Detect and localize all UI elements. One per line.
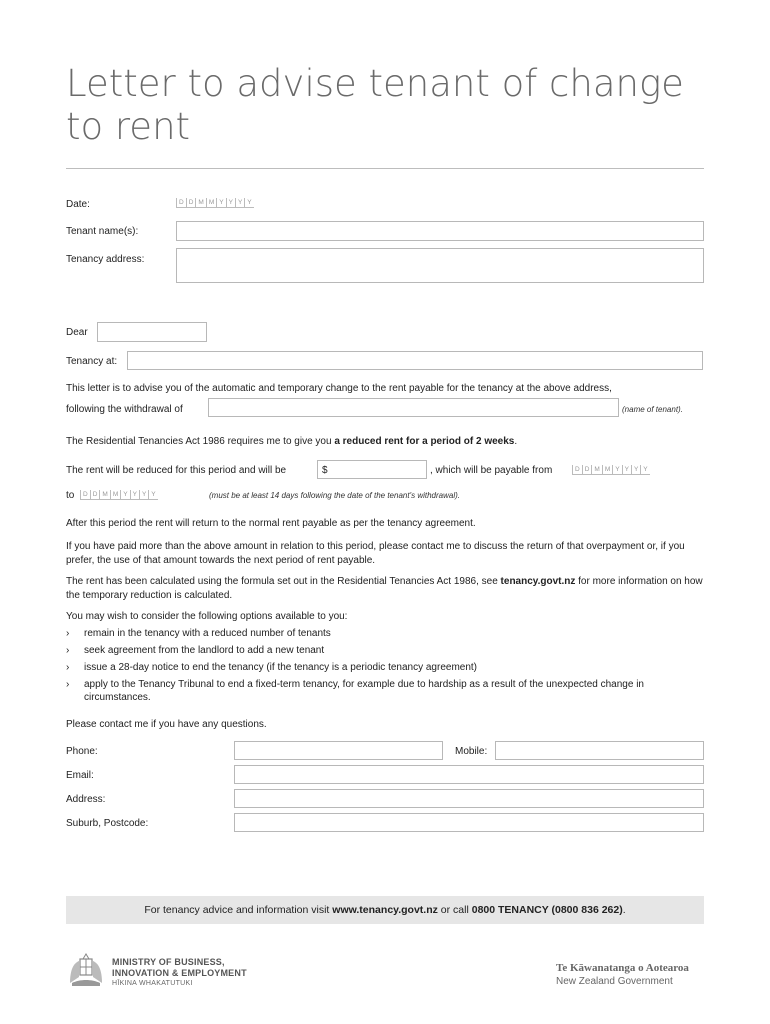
bullet-marker: › (66, 628, 70, 639)
footer-suffix: . (622, 904, 626, 916)
date-segment[interactable]: D (572, 465, 582, 475)
govt-english-name: New Zealand Government (556, 976, 673, 987)
bullet-marker: › (66, 679, 70, 690)
date-segment[interactable]: M (206, 198, 216, 208)
formula-text-end: for more information on how the temporary reduction is calculated. (66, 576, 703, 601)
mbie-name-line1: MINISTRY OF BUSINESS, (112, 957, 225, 967)
bullet-marker: › (66, 662, 70, 673)
reduced-rent-emphasis: a reduced rent for a period of 2 weeks (334, 436, 515, 447)
date-segment[interactable]: D (90, 490, 100, 500)
phone-input[interactable] (235, 744, 442, 761)
email-input[interactable] (235, 768, 703, 785)
dear-name-input[interactable] (98, 325, 206, 343)
overpayment-paragraph: If you have paid more than the above amount in relation to this period, please contact me to discuss the return of that overpayment or, if you prefer, the use of that amount towards the next period of rent payable. (66, 541, 685, 566)
suburb-postcode-label: Suburb, Postcode: (66, 818, 149, 829)
page-title: Letter to advise tenant of change to rent (66, 62, 684, 148)
mobile-field[interactable] (495, 741, 704, 760)
reduced-amount-label: The rent will be reduced for this period and will be (66, 465, 287, 476)
date-segment[interactable]: D (176, 198, 186, 208)
tenancy-address-label: Tenancy address: (66, 254, 145, 265)
tenant-names-field[interactable] (176, 221, 704, 241)
payable-from-date-input[interactable] (572, 461, 650, 475)
date-segment[interactable]: Y (130, 490, 139, 500)
tenant-names-input[interactable] (177, 224, 703, 242)
date-segment[interactable]: Y (216, 198, 225, 208)
date-segment[interactable]: M (591, 465, 601, 475)
date-segment[interactable]: Y (139, 490, 148, 500)
mobile-label: Mobile: (455, 746, 488, 757)
rent-amount-field[interactable] (317, 460, 427, 479)
tenancy-at-field[interactable] (127, 351, 703, 370)
name-of-tenant-note: (name of tenant). (622, 405, 683, 414)
to-label: to (66, 490, 75, 501)
suburb-postcode-input[interactable] (235, 816, 703, 833)
govt-maori-name: Te Kāwanatanga o Aotearoa (556, 962, 689, 974)
date-segment[interactable]: Y (148, 490, 157, 500)
footer-text (66, 896, 704, 924)
date-input[interactable] (176, 194, 254, 208)
address-label: Address: (66, 794, 106, 805)
bullet-marker: › (66, 645, 70, 656)
formula-text: The rent has been calculated using the formula set out in the Residential Tenancies Act 1986, see (66, 576, 501, 587)
footer-link[interactable]: www.tenancy.govt.nz (332, 904, 438, 916)
coat-of-arms-icon (66, 953, 106, 989)
withdrawn-tenant-field[interactable] (208, 398, 619, 417)
address-field[interactable] (234, 789, 704, 808)
date-segment[interactable]: Y (612, 465, 621, 475)
date-segment[interactable]: Y (244, 198, 253, 208)
options-intro: You may wish to consider the following options available to you: (66, 611, 348, 622)
tenancy-link[interactable]: tenancy.govt.nz (500, 576, 576, 587)
withdrawal-date-note: (must be at least 14 days following the date of the tenant's withdrawal). (209, 491, 460, 500)
tenancy-at-input[interactable] (128, 354, 702, 371)
date-segment[interactable]: Y (226, 198, 235, 208)
mobile-input[interactable] (496, 744, 703, 761)
dear-label: Dear (66, 327, 88, 338)
footer-band (66, 896, 704, 924)
date-segment[interactable]: Y (622, 465, 631, 475)
date-segment[interactable]: D (80, 490, 90, 500)
mbie-name-line2: INNOVATION & EMPLOYMENT (112, 968, 247, 978)
phone-label: Phone: (66, 746, 98, 757)
tenancy-address-input[interactable] (177, 249, 703, 282)
reduced-rent-text: The Residential Tenancies Act 1986 requires me to give you (66, 436, 335, 447)
date-segment[interactable]: Y (120, 490, 129, 500)
list-item-text: issue a 28-day notice to end the tenancy (if the tenancy is a periodic tenancy agreement) (84, 662, 478, 673)
tenancy-address-field[interactable] (176, 248, 704, 283)
tenancy-at-label: Tenancy at: (66, 356, 118, 367)
address-input[interactable] (235, 792, 703, 809)
payable-from-label: , which will be payable from (430, 465, 553, 476)
advice-paragraph-line1: This letter is to advise you of the automatic and temporary change to the rent payable for the tenancy at the above address, (66, 383, 612, 394)
date-segment[interactable]: M (110, 490, 120, 500)
withdrawn-tenant-input[interactable] (209, 401, 618, 418)
date-segment[interactable]: D (186, 198, 196, 208)
list-item-text: apply to the Tenancy Tribunal to end a fixed-term tenancy, for example due to hardship as a result of the unexpected change in circumstances. (84, 679, 644, 703)
date-segment[interactable]: M (602, 465, 612, 475)
email-label: Email: (66, 770, 94, 781)
date-segment[interactable]: M (195, 198, 205, 208)
email-field[interactable] (234, 765, 704, 784)
phone-field[interactable] (234, 741, 443, 760)
date-segment[interactable]: D (582, 465, 592, 475)
date-segment[interactable]: M (99, 490, 109, 500)
suburb-postcode-field[interactable] (234, 813, 704, 832)
reduced-rent-paragraph (66, 436, 517, 447)
reduced-rent-period: . (514, 436, 518, 447)
date-segment[interactable]: Y (235, 198, 244, 208)
date-label: Date: (66, 199, 90, 210)
footer-prefix: For tenancy advice and information visit (144, 904, 333, 916)
mbie-maori-name: HĪKINA WHAKATUTUKI (112, 980, 193, 987)
footer-phone: 0800 TENANCY (0800 836 262) (471, 904, 623, 916)
mbie-logo-text (112, 957, 247, 979)
list-item-text: seek agreement from the landlord to add a new tenant (84, 645, 325, 656)
questions-paragraph: Please contact me if you have any questions. (66, 719, 267, 730)
payable-to-date-input[interactable] (80, 486, 158, 500)
date-segment[interactable]: Y (631, 465, 640, 475)
date-segment[interactable]: Y (640, 465, 649, 475)
dear-name-field[interactable] (97, 322, 207, 342)
tenant-names-label: Tenant name(s): (66, 226, 139, 237)
list-item-text: remain in the tenancy with a reduced number of tenants (84, 628, 331, 639)
formula-paragraph (66, 575, 706, 603)
withdrawal-label: following the withdrawal of (66, 404, 183, 415)
title-divider (66, 168, 704, 169)
footer-mid: or call (437, 904, 472, 916)
return-to-normal-paragraph: After this period the rent will return to the normal rent payable as per the tenancy agreement. (66, 518, 476, 529)
currency-symbol: $ (322, 465, 328, 476)
